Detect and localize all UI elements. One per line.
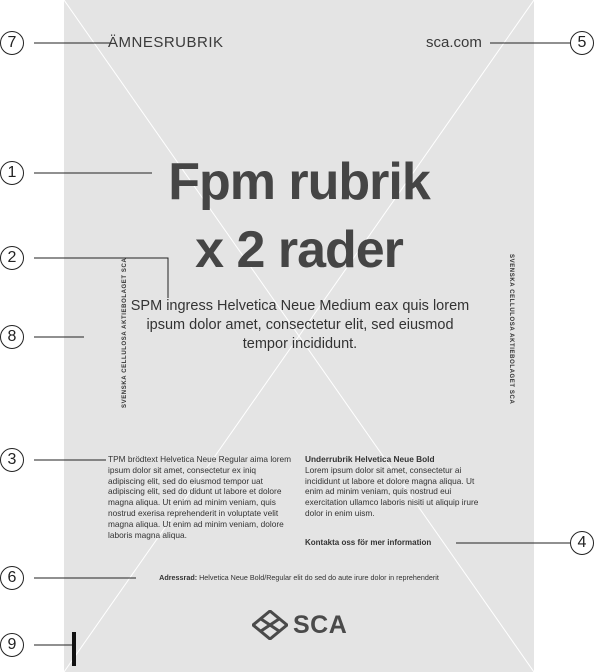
callout-marker-9: 9 [0,633,24,657]
headline-line-2: x 2 rader [195,221,403,279]
contact-line: Kontakta oss för mer information [305,538,432,547]
site-url: sca.com [426,34,482,51]
subheading: Underrubrik Helvetica Neue Bold [305,454,435,464]
callout-marker-8: 8 [0,325,24,349]
side-text-right: SVENSKA CELLULOSA AKTIEBOLAGET SCA [508,254,514,405]
headline-line-1: Fpm rubrik [168,153,430,211]
lead-paragraph: SPM ingress Helvetica Neue Medium eax quis lorem ipsum dolor amet, consectetur elit, sed eiusmod tempor incididunt. [130,298,470,352]
callout-marker-2: 2 [0,246,24,270]
callout-marker-6: 6 [0,566,24,590]
callout-marker-1: 1 [0,161,24,185]
side-text-left: SVENSKA CELLULOSA AKTIEBOLAGET SCA [122,257,128,408]
callout-marker-4: 4 [570,531,594,555]
sca-logo-text: SCA [293,610,348,639]
body-text-left: TPM brödtext Helvetica Neue Regular aima lorem ipsum dolor sit amet, consectetur ex iniq adipiscing elit, sed do eiusmod tempor uat adipiscing elit, sed do didunt ut labore et dolore magna aliqua. Ut enim ad minim veniam, quis nostrud exerisa reprehenderit in voluptate velit magna aliqua. Ut enim ad minim veniam, dolore laboris magna aliqua. [108,454,292,540]
address-label: Adressrad: [159,573,198,582]
body-text-right: Lorem ipsum dolor sit amet, consectetur ai incididunt ut labore et dolore magna aliqua. Ut enim ad minim veniam, quis nostrud eui exercitation ullamco laboris nisiti ut aliquip irure dolor in enim uism. [305,464,479,518]
callout-marker-5: 5 [570,31,594,55]
callout-marker-7: 7 [0,31,24,55]
topic-heading: ÄMNESRUBRIK [108,34,224,51]
address-text: Helvetica Neue Bold/Regular elit do sed do aute irure dolor in reprehenderit [199,573,439,582]
callout-marker-3: 3 [0,448,24,472]
